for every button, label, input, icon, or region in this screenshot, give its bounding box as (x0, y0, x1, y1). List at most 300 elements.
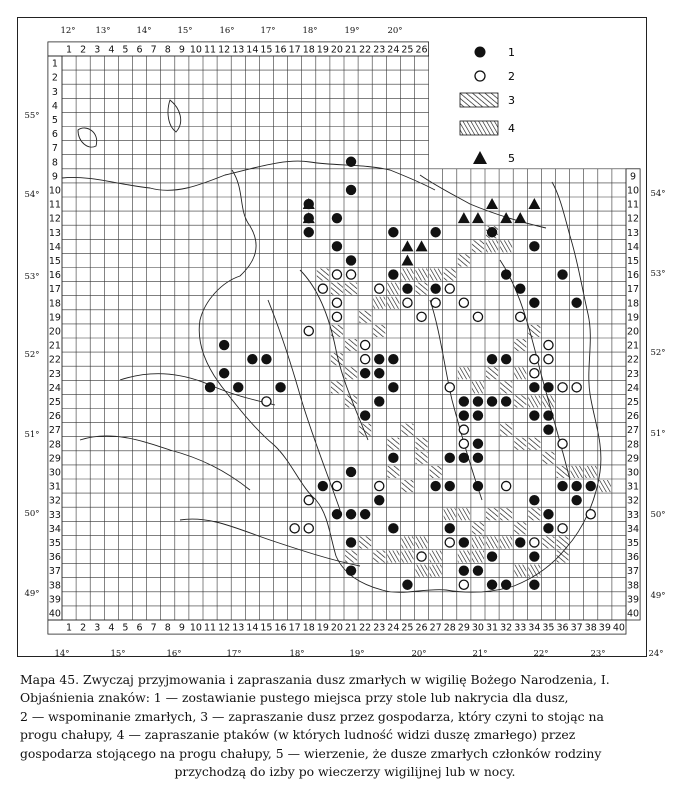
triangle-marker (500, 212, 512, 223)
filled-circle-marker (388, 354, 398, 364)
map-outline (180, 519, 360, 566)
hatch-single-marker (486, 367, 498, 379)
column-number: 25 (401, 622, 414, 634)
longitude-label: 17° (226, 649, 242, 659)
row-number: 20 (627, 326, 640, 338)
hatch-single-marker (331, 325, 343, 337)
open-circle-marker (558, 439, 567, 448)
column-number: 5 (122, 622, 129, 634)
longitude-label: 17° (260, 26, 276, 36)
hatch-cross-marker (430, 565, 442, 577)
column-number: 23 (373, 622, 386, 634)
open-circle-marker (332, 270, 341, 279)
row-number: 18 (627, 298, 640, 310)
filled-circle-marker (388, 523, 398, 533)
filled-circle-marker (219, 340, 229, 350)
open-circle-marker (332, 312, 341, 321)
column-number: 18 (302, 622, 315, 634)
hatch-cross-marker (500, 240, 512, 252)
hatch-single-marker (500, 424, 512, 436)
hatch-single-marker (472, 240, 484, 252)
hatch-cross-marker (542, 395, 554, 407)
hatch-cross-marker (387, 297, 399, 309)
open-circle-marker (417, 312, 426, 321)
row-number: 31 (48, 481, 61, 493)
latitude-label: 50° (650, 510, 666, 520)
filled-circle-marker (529, 495, 539, 505)
map-outline (120, 374, 275, 405)
hatch-single-marker (528, 325, 540, 337)
hatch-single-marker (514, 395, 526, 407)
row-number: 39 (48, 594, 61, 606)
row-number: 10 (627, 185, 640, 197)
longitude-label: 16° (166, 649, 182, 659)
filled-circle-marker (430, 283, 440, 293)
row-number: 23 (627, 368, 640, 380)
filled-circle-marker (459, 396, 469, 406)
column-number: 11 (204, 44, 217, 56)
row-number: 30 (627, 467, 640, 479)
filled-circle-marker (332, 509, 342, 519)
hatch-single-marker (430, 466, 442, 478)
column-number: 25 (401, 44, 414, 56)
left-number-strip (48, 56, 62, 620)
column-number: 16 (274, 622, 287, 634)
triangle-marker (401, 240, 413, 251)
column-number: 18 (302, 44, 315, 56)
filled-circle-marker (247, 354, 257, 364)
row-number: 24 (48, 382, 61, 394)
filled-circle-marker (346, 565, 356, 575)
hatch-single-marker (416, 283, 428, 295)
hatch-single-marker (416, 452, 428, 464)
column-number: 35 (542, 622, 555, 634)
longitude-label: 18° (289, 649, 305, 659)
row-number: 10 (48, 185, 61, 197)
hatch-single-marker (331, 283, 343, 295)
filled-circle-marker (586, 481, 596, 491)
open-circle-marker (262, 397, 271, 406)
filled-circle-marker (501, 354, 511, 364)
hatch-single-marker (557, 551, 569, 563)
row-number: 8 (51, 157, 58, 169)
row-number: 20 (48, 326, 61, 338)
row-number: 37 (627, 566, 640, 578)
filled-circle-marker (529, 382, 539, 392)
row-number: 26 (48, 411, 61, 423)
triangle-marker (401, 254, 413, 265)
row-number: 17 (48, 284, 61, 296)
map-outline (62, 161, 435, 190)
row-number: 29 (48, 453, 61, 465)
legend-open-circle-icon (475, 71, 485, 81)
filled-circle-marker (473, 453, 483, 463)
row-number: 31 (627, 481, 640, 493)
hatch-cross-marker (416, 536, 428, 548)
filled-circle-marker (388, 453, 398, 463)
triangle-marker (528, 198, 540, 209)
column-number: 7 (150, 44, 157, 56)
row-number: 14 (627, 241, 640, 253)
filled-circle-marker (459, 453, 469, 463)
row-number: 36 (48, 552, 61, 564)
column-number: 3 (94, 622, 101, 634)
open-circle-marker (403, 298, 412, 307)
filled-circle-marker (571, 481, 581, 491)
filled-circle-marker (205, 382, 215, 392)
column-number: 27 (429, 622, 442, 634)
latitude-label: 54° (650, 189, 666, 199)
column-number: 21 (345, 622, 358, 634)
hatch-single-marker (458, 254, 470, 266)
row-number: 15 (48, 255, 61, 267)
row-number: 21 (48, 340, 61, 352)
filled-circle-marker (487, 396, 497, 406)
hatch-single-marker (331, 353, 343, 365)
row-number: 28 (627, 439, 640, 451)
caption-line: przychodzą do izby po wieczerzy wigilijnej lub w nocy. (174, 764, 516, 780)
longitude-label: 22° (533, 649, 549, 659)
filled-circle-marker (388, 227, 398, 237)
filled-circle-marker (332, 241, 342, 251)
filled-circle-marker (543, 523, 553, 533)
filled-circle-marker (402, 580, 412, 590)
row-number: 32 (48, 495, 61, 507)
open-circle-marker (530, 355, 539, 364)
hatch-single-marker (416, 438, 428, 450)
row-number: 30 (48, 467, 61, 479)
hatch-single-marker (345, 339, 357, 351)
open-circle-marker (586, 510, 595, 519)
latitude-label: 50° (24, 509, 40, 519)
filled-circle-marker (515, 537, 525, 547)
filled-circle-marker (318, 481, 328, 491)
hatch-cross-marker (500, 536, 512, 548)
hatch-single-marker (500, 508, 512, 520)
column-number: 11 (204, 622, 217, 634)
hatch-cross-marker (401, 269, 413, 281)
column-number: 17 (288, 622, 301, 634)
filled-circle-marker (543, 509, 553, 519)
longitude-label: 19° (349, 649, 365, 659)
column-number: 4 (108, 622, 115, 634)
legend-number: 1 (508, 46, 515, 59)
column-number: 17 (288, 44, 301, 56)
column-number: 12 (218, 622, 231, 634)
triangle-marker (458, 212, 470, 223)
column-number: 1 (66, 622, 73, 634)
hatch-single-marker (472, 522, 484, 534)
open-circle-marker (544, 340, 553, 349)
open-circle-marker (558, 524, 567, 533)
longitude-label: 18° (302, 26, 318, 36)
open-circle-marker (530, 538, 539, 547)
column-number: 24 (387, 622, 400, 634)
hatch-cross-marker (528, 395, 540, 407)
column-number: 6 (136, 44, 143, 56)
column-number: 1 (66, 44, 73, 56)
row-number: 19 (48, 312, 61, 324)
row-number: 21 (627, 340, 640, 352)
row-number: 26 (627, 411, 640, 423)
filled-circle-marker (557, 269, 567, 279)
hatch-single-marker (317, 269, 329, 281)
hatch-cross-marker (444, 508, 456, 520)
column-number: 12 (218, 44, 231, 56)
column-number: 33 (514, 622, 527, 634)
open-circle-marker (530, 369, 539, 378)
filled-circle-marker (501, 580, 511, 590)
hatch-single-marker (401, 480, 413, 492)
latitude-label: 49° (24, 589, 40, 599)
hatch-cross-marker (430, 269, 442, 281)
open-circle-marker (346, 270, 355, 279)
hatch-single-marker (345, 551, 357, 563)
hatch-single-marker (401, 424, 413, 436)
column-number: 22 (359, 622, 372, 634)
column-number: 10 (189, 622, 202, 634)
hatch-cross-marker (472, 551, 484, 563)
filled-circle-marker (487, 227, 497, 237)
latitude-label: 54° (24, 190, 40, 200)
open-circle-marker (572, 383, 581, 392)
hatch-single-marker (514, 522, 526, 534)
caption-line: 2 — wspominanie zmarłych, 3 — zapraszanie dusz przez gospodarza, który czyni to stojąc na (20, 708, 604, 724)
legend-single-hatch-icon (460, 93, 498, 107)
hatch-cross-marker (528, 565, 540, 577)
longitude-label: 13° (95, 26, 111, 36)
longitude-label: 15° (110, 649, 126, 659)
open-circle-marker (459, 439, 468, 448)
row-number: 40 (48, 608, 61, 620)
row-number: 14 (48, 241, 61, 253)
hatch-cross-marker (458, 551, 470, 563)
column-number: 9 (178, 622, 185, 634)
hatch-single-marker (345, 395, 357, 407)
row-number: 16 (627, 270, 640, 282)
hatch-single-marker (500, 381, 512, 393)
row-number: 4 (51, 100, 58, 112)
row-number: 3 (51, 86, 58, 98)
filled-circle-marker (332, 213, 342, 223)
filled-circle-marker (529, 580, 539, 590)
filled-circle-marker (487, 354, 497, 364)
hatch-single-marker (373, 551, 385, 563)
open-circle-marker (445, 383, 454, 392)
filled-circle-marker (501, 396, 511, 406)
filled-circle-marker (233, 382, 243, 392)
hatch-cross-marker (458, 367, 470, 379)
open-circle-marker (473, 312, 482, 321)
filled-circle-marker (459, 537, 469, 547)
open-circle-marker (375, 481, 384, 490)
hatch-single-marker (359, 424, 371, 436)
column-number: 37 (570, 622, 583, 634)
filled-circle-marker (430, 227, 440, 237)
filled-circle-marker (543, 382, 553, 392)
filled-circle-marker (557, 481, 567, 491)
row-number: 13 (48, 227, 61, 239)
open-circle-marker (304, 496, 313, 505)
filled-circle-marker (473, 410, 483, 420)
longitude-label: 12° (60, 26, 76, 36)
filled-circle-marker (374, 396, 384, 406)
filled-circle-marker (445, 481, 455, 491)
column-number: 20 (330, 622, 343, 634)
triangle-marker (472, 212, 484, 223)
column-number: 36 (556, 622, 569, 634)
latitude-label: 51° (24, 430, 40, 440)
filled-circle-marker (515, 283, 525, 293)
column-number: 6 (136, 622, 143, 634)
longitude-label: 21° (472, 649, 488, 659)
column-number: 14 (246, 44, 259, 56)
filled-circle-marker (473, 565, 483, 575)
latitude-label: 51° (650, 429, 666, 439)
longitude-label: 24° (648, 649, 664, 659)
row-number: 11 (627, 199, 640, 211)
column-number: 13 (232, 44, 245, 56)
filled-circle-marker (571, 495, 581, 505)
open-circle-marker (361, 355, 370, 364)
column-number: 19 (316, 44, 329, 56)
hatch-single-marker (359, 311, 371, 323)
column-number: 15 (260, 44, 273, 56)
column-number: 16 (274, 44, 287, 56)
hatch-cross-marker (472, 536, 484, 548)
hatch-cross-marker (387, 283, 399, 295)
column-number: 40 (612, 622, 625, 634)
hatch-single-marker (486, 508, 498, 520)
filled-circle-marker (346, 467, 356, 477)
filled-circle-marker (473, 439, 483, 449)
row-number: 12 (48, 213, 61, 225)
open-circle-marker (332, 481, 341, 490)
filled-circle-marker (275, 382, 285, 392)
row-number: 22 (48, 354, 61, 366)
row-number: 37 (48, 566, 61, 578)
hatch-cross-marker (387, 551, 399, 563)
legend-number: 3 (508, 94, 515, 107)
filled-circle-marker (374, 495, 384, 505)
row-number: 15 (627, 255, 640, 267)
filled-circle-marker (487, 580, 497, 590)
legend-triangle-icon (473, 151, 487, 164)
filled-circle-marker (529, 410, 539, 420)
open-circle-marker (318, 284, 327, 293)
row-number: 5 (51, 114, 58, 126)
open-circle-marker (459, 298, 468, 307)
open-circle-marker (290, 524, 299, 533)
longitude-label: 15° (177, 26, 193, 36)
hatch-cross-marker (599, 480, 611, 492)
column-number: 26 (415, 622, 428, 634)
row-number: 28 (48, 439, 61, 451)
filled-circle-marker (360, 410, 370, 420)
open-circle-marker (445, 538, 454, 547)
filled-circle-marker (219, 368, 229, 378)
longitude-label: 14° (54, 649, 70, 659)
row-number: 13 (627, 227, 640, 239)
filled-circle-marker (529, 298, 539, 308)
caption-line: progu chałupy, 4 — zapraszanie ptaków (w których ludność widzi duszę zmarłego) przez (20, 727, 576, 743)
open-circle-marker (558, 383, 567, 392)
longitude-label: 14° (136, 26, 152, 36)
filled-circle-marker (388, 269, 398, 279)
hatch-cross-marker (486, 536, 498, 548)
map-caption (20, 671, 670, 781)
filled-circle-marker (529, 241, 539, 251)
column-number: 7 (150, 622, 157, 634)
column-number: 9 (178, 44, 185, 56)
hatch-single-marker (373, 325, 385, 337)
column-number: 26 (415, 44, 428, 56)
column-number: 32 (500, 622, 513, 634)
map-outline (168, 100, 181, 132)
map-outline (80, 436, 250, 490)
filled-circle-marker (473, 481, 483, 491)
legend-filled-circle-icon (475, 47, 486, 58)
filled-circle-marker (346, 157, 356, 167)
legend-cross-hatch-icon (460, 121, 498, 135)
row-number: 27 (627, 425, 640, 437)
hatch-cross-marker (373, 297, 385, 309)
legend-number: 5 (508, 152, 515, 165)
hatch-single-marker (528, 508, 540, 520)
column-number: 22 (359, 44, 372, 56)
filled-circle-marker (487, 551, 497, 561)
row-number: 40 (627, 608, 640, 620)
column-number: 10 (189, 44, 202, 56)
column-number: 4 (108, 44, 115, 56)
filled-circle-marker (571, 298, 581, 308)
open-circle-marker (332, 298, 341, 307)
row-number: 33 (48, 509, 61, 521)
filled-circle-marker (346, 537, 356, 547)
longitude-label: 23° (590, 649, 606, 659)
filled-circle-marker (501, 269, 511, 279)
filled-circle-marker (402, 283, 412, 293)
hatch-single-marker (345, 283, 357, 295)
row-number: 2 (51, 72, 58, 84)
row-number: 34 (627, 523, 640, 535)
hatch-cross-marker (416, 565, 428, 577)
hatch-cross-marker (585, 466, 597, 478)
longitude-label: 20° (387, 26, 403, 36)
hatch-single-marker (557, 466, 569, 478)
row-number: 38 (627, 580, 640, 592)
column-number: 21 (345, 44, 358, 56)
filled-circle-marker (374, 354, 384, 364)
filled-circle-marker (346, 255, 356, 265)
hatch-single-marker (359, 536, 371, 548)
filled-circle-marker (543, 424, 553, 434)
hatch-single-marker (557, 536, 569, 548)
open-circle-marker (304, 326, 313, 335)
hatch-cross-marker (514, 565, 526, 577)
latitude-label: 53° (24, 272, 40, 282)
column-number: 13 (232, 622, 245, 634)
column-number: 14 (246, 622, 259, 634)
row-number: 27 (48, 425, 61, 437)
caption-line: gospodarza stojącego na progu chałupy, 5 — wierzenie, że dusze zmarłych członków rodziny (20, 745, 602, 761)
filled-circle-marker (473, 396, 483, 406)
row-number: 33 (627, 509, 640, 521)
hatch-single-marker (331, 381, 343, 393)
open-circle-marker (544, 355, 553, 364)
hatch-cross-marker (486, 240, 498, 252)
row-number: 16 (48, 270, 61, 282)
